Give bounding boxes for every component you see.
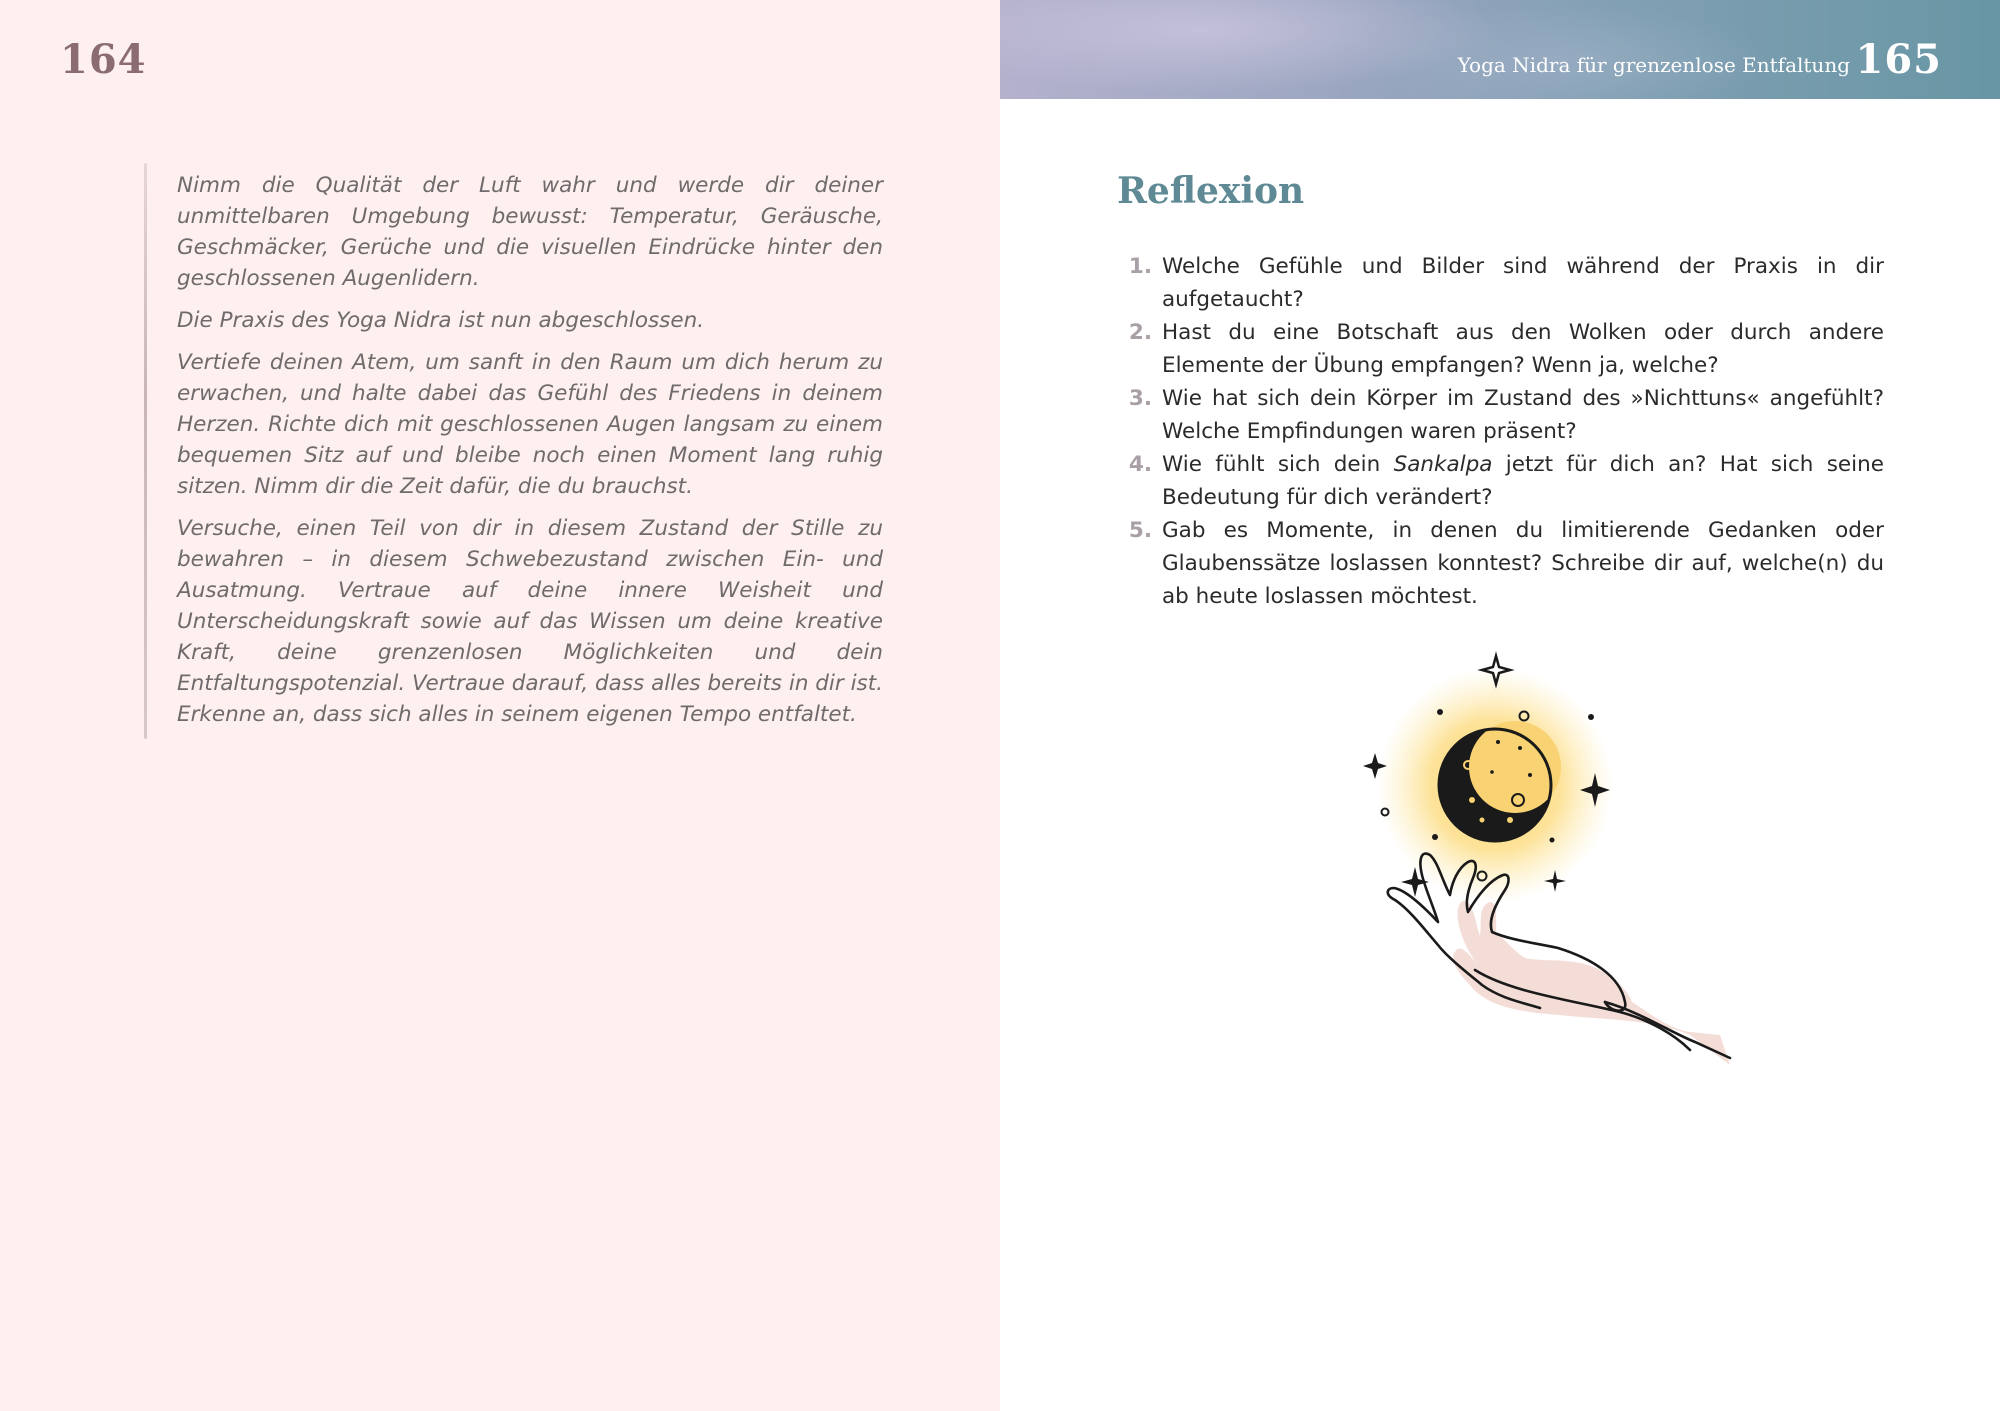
list-item (1122, 448, 1884, 514)
meditation-paragraph: Versuche, einen Teil von dir in diesem Zustand der Stille zu bewahren – in diesem Schwebezustand zwischen Ein- und Ausatmung. Vertraue auf deine innere Weisheit und Unterscheidungskraft sowie auf das Wissen um deine kreative Kraft, deine grenzenlosen Möglichkeiten und dein Entfaltungspotenzial. Vertraue darauf, dass alles bereits in dir ist. Erkenne an, dass sich alles in seinem eigenen Tempo entfaltet. (177, 516, 884, 727)
moon-hand-icon (1310, 640, 1750, 1140)
question-number: 4. (1128, 452, 1152, 477)
meditation-text (177, 170, 883, 741)
meditation-paragraph: Die Praxis des Yoga Nidra ist nun abgeschlossen. (177, 308, 705, 333)
question-text-start: Wie fühlt sich dein (1162, 452, 1394, 477)
question-text: Welche Gefühle und Bilder sind während der Praxis in dir aufgetaucht? (1162, 254, 1884, 312)
section-heading: Reflexion (1117, 170, 1305, 212)
running-title: Yoga Nidra für grenzenlose Entfaltung (1457, 53, 1850, 77)
right-page (1000, 0, 2000, 1411)
sankalpa-term: Sankalpa (1393, 452, 1493, 477)
meditation-paragraph: Nimm die Qualität der Luft wahr und werde dir deiner unmittelbaren Umgebung bewusst: Temperatur, Geräusche, Geschmäcker, Gerüche und die visuellen Eindrücke hinter den geschlossenen Augenlidern. (177, 173, 883, 291)
meditation-paragraph: Vertiefe deinen Atem, um sanft in den Raum um dich herum zu erwachen, und halte dabei das Gefühl des Friedens in deinem Herzen. Richte dich mit geschlossenen Augen langsam zu einem bequemen Sitz auf und bleibe noch einen Moment lang ruhig sitzen. Nimm dir die Zeit dafür, die du brauchst. (177, 350, 883, 499)
question-number: 3. (1128, 386, 1152, 411)
page-number-right: 165 (1855, 36, 1942, 83)
question-text-end: jetzt für dich an? Hat sich seine Bedeutung für dich verändert? (1162, 452, 1884, 510)
question-number: 2. (1128, 320, 1152, 345)
question-number: 5. (1128, 518, 1152, 543)
question-text: Wie hat sich dein Körper im Zustand des »Nichttuns« angefühlt? Welche Empfindungen waren präsent? (1162, 386, 1884, 444)
list-item (1122, 514, 1884, 613)
reflection-questions (1122, 250, 1884, 613)
list-item (1122, 382, 1884, 448)
header-band (1000, 0, 2000, 99)
question-number: 1. (1128, 254, 1152, 279)
list-item (1122, 250, 1884, 316)
page-number-left: 164 (60, 36, 147, 83)
question-text (1162, 452, 1884, 510)
question-text: Gab es Momente, in denen du limitierende Gedanken oder Glaubenssätze loslassen konntest? Schreibe dir auf, welche(n) du ab heute loslassen möchtest. (1162, 518, 1884, 609)
question-text: Hast du eine Botschaft aus den Wolken oder durch andere Elemente der Übung empfangen? Wenn ja, welche? (1162, 320, 1884, 378)
list-item (1122, 316, 1884, 382)
quote-rule (144, 163, 147, 739)
